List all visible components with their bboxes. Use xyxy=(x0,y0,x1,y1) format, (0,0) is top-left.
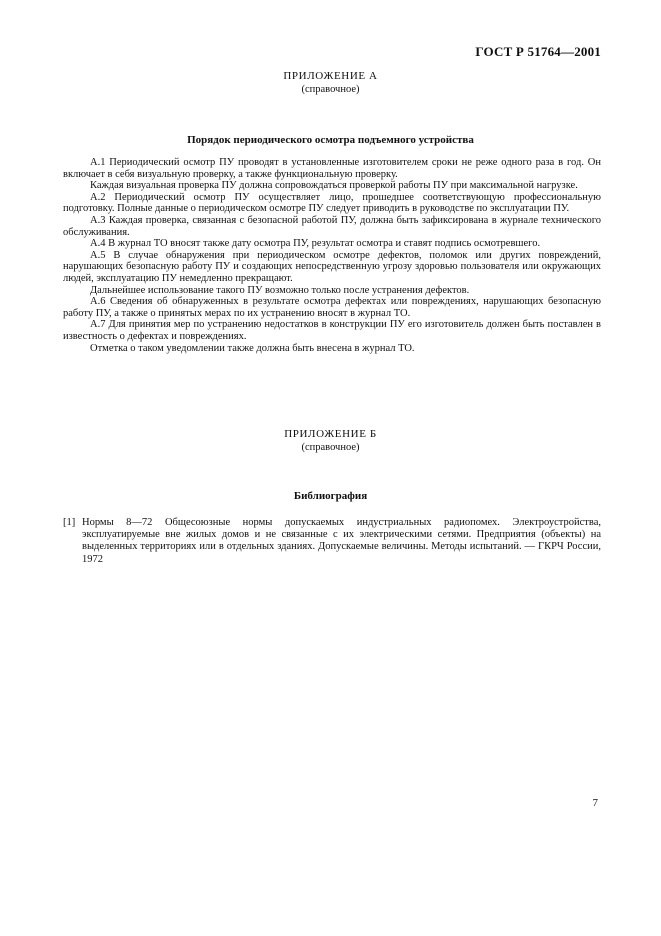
paragraph-a5-continued: Дальнейшее использование такого ПУ возможно только после устранения дефектов. xyxy=(90,284,470,296)
appendix-a-heading: Порядок периодического осмотра подъемного устройства xyxy=(187,134,474,146)
bibliography-entry xyxy=(63,517,601,566)
appendix-a-body xyxy=(63,157,601,354)
appendix-a-title-block xyxy=(0,70,661,96)
paragraph-a1: А.1 Периодический осмотр ПУ проводят в установленные изготовителем сроки не реже одного раза в год. Он включает в себя визуальную проверку, а также функциональную проверку. xyxy=(63,157,601,180)
standard-code-header: ГОСТ Р 51764—2001 xyxy=(475,44,601,59)
paragraph-a7-continued: Отметка о таком уведомлении также должна быть внесена в журнал ТО. xyxy=(90,342,415,354)
appendix-b-title: ПРИЛОЖЕНИЕ Б xyxy=(284,428,377,440)
appendix-b-subtitle: (справочное) xyxy=(301,442,360,453)
bibliography-list xyxy=(63,517,601,566)
paragraph-a3: А.3 Каждая проверка, связанная с безопасной работой ПУ, должна быть зафиксирована в журнале технического обслуживания. xyxy=(63,214,601,238)
bibliography-entry-text: Нормы 8—72 Общесоюзные нормы допускаемых индустриальных радиопомех. Электроустройства, эксплуатируемые вне жилых домов и не связанные с их электрическими сетями. Предприятия (объекты) на выделенных территориях или в отдельных зданиях. Допускаемые величины. Методы испытаний. — ГКРЧ России, 1972 xyxy=(82,517,601,565)
appendix-b-heading: Библиография xyxy=(293,490,368,502)
page-number: 7 xyxy=(592,797,598,809)
paragraph-a1-continued: Каждая визуальная проверка ПУ должна сопровождаться проверкой работы ПУ при максимальной нагрузке. xyxy=(90,180,578,192)
appendix-a-subtitle: (справочное) xyxy=(301,84,360,95)
paragraph-a6: А.6 Сведения об обнаруженных в результате осмотра дефектах или повреждениях, нарушающих безопасную работу ПУ, а также о принятых мерах по их устранению вносят в журнал ТО. xyxy=(63,296,601,319)
appendix-b-title-block xyxy=(0,428,661,454)
appendix-a-title: ПРИЛОЖЕНИЕ А xyxy=(283,70,378,82)
paragraph-a2: А.2 Периодический осмотр ПУ осуществляет лицо, прошедшее соответствующую профессиональную подготовку. Полные данные о периодическом осмотре ПУ следует приводить в руководстве по эксплуатации ПУ. xyxy=(63,191,601,215)
paragraph-a7: А.7 Для принятия мер по устранению недостатков в конструкции ПУ его изготовитель должен быть поставлен в известность о дефектах и повреждениях. xyxy=(63,319,601,342)
paragraph-a5: А.5 В случае обнаружения при периодическом осмотре дефектов, поломок или других повреждений, нарушающих безопасную работу ПУ и создающих непосредственную угрозу здоровью пользователя или окружающих людей, эксплуатацию ПУ немедленно прекращают. xyxy=(63,249,601,284)
bibliography-entry-number: [1] xyxy=(63,517,76,528)
paragraph-a4: А.4 В журнал ТО вносят также дату осмотра ПУ, результат осмотра и ставят подпись осмотревшего. xyxy=(90,238,541,250)
